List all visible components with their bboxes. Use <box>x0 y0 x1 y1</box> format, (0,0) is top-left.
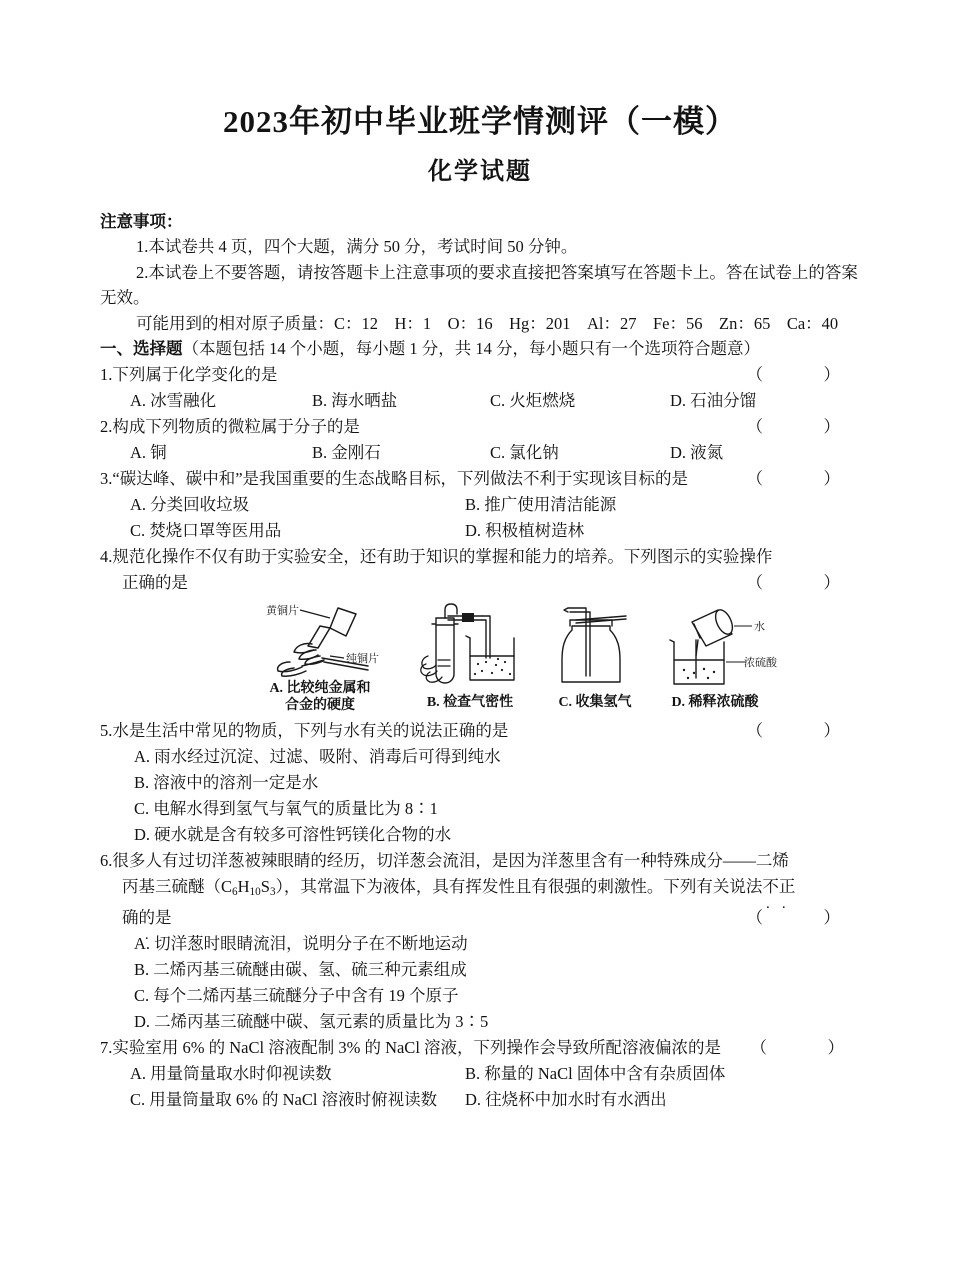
figure-a-caption <box>250 680 390 714</box>
figure-b-airtightness <box>400 600 540 711</box>
question-3-number: 3. <box>100 468 113 488</box>
question-4-stem-line2 <box>100 570 862 596</box>
question-6-formula-pre: 丙基三硫醚（C <box>122 876 233 896</box>
atomic-mass-line: 可能用到的相对原子质量：C：12 H：1 O：16 Hg：201 Al：27 Fe：56 Zn：65 Ca：40 <box>136 313 839 333</box>
figure-d-label-water: 水 <box>754 620 765 633</box>
option-c[interactable]: C. 用量筒量取 6% 的 NaCl 溶液时俯视读数 <box>130 1090 438 1110</box>
question-3-options-row1 <box>100 492 862 518</box>
question-6-text-part3: 确的是 <box>122 908 172 928</box>
formula-sub-hydrogen: 10 <box>249 886 261 899</box>
figure-c-caption: C. 收集氢气 <box>558 694 632 710</box>
option-a[interactable]: A. 分类回收垃圾 <box>130 494 250 514</box>
question-6-text-part1: 很多人有过切洋葱被辣眼睛的经历，切洋葱会流泪，是因为洋葱里含有一种特殊成分——二烯 <box>112 850 789 870</box>
formula-sub-sulfur: 3 <box>269 886 276 899</box>
dilute-acid-pouring-icon <box>640 600 790 692</box>
question-4-answer-bracket[interactable]: （ ） <box>746 572 862 592</box>
option-c[interactable]: C. 焚烧口罩等医用品 <box>130 520 282 540</box>
section-heading-label: 一、选择题 <box>100 339 183 359</box>
figure-b-caption: B. 检查气密性 <box>426 694 514 710</box>
question-6-emphasis: 不正 ·· <box>762 874 795 900</box>
notice-item-2: 2.本试卷上不要答题，请按答题卡上注意事项的要求直接把答案填写在答题卡上。答在试卷上的答案无效。 <box>100 262 858 308</box>
question-7-number: 7. <box>100 1038 113 1058</box>
subject-title: 化学试题 <box>428 159 532 186</box>
question-4-number: 4. <box>100 546 113 566</box>
figure-d-label-acid: 浓硫酸 <box>744 656 777 669</box>
hardness-scratch-icon <box>250 600 400 678</box>
question-1-text: 下列属于化学变化的是 <box>112 364 278 384</box>
option-d[interactable]: D. 往烧杯中加水时有水洒出 <box>465 1090 667 1110</box>
option-a[interactable]: A. 铜 <box>130 442 167 462</box>
question-3-text: “碳达峰、碳中和”是我国重要的生态战略目标，下列做法不利于实现该目标的是 <box>112 468 689 488</box>
question-5-number: 5. <box>100 720 113 740</box>
question-3-stem <box>100 466 862 492</box>
option-d[interactable]: D. 二烯丙基三硫醚中碳、氢元素的质量比为 3∶5 <box>134 1012 489 1032</box>
question-7-options-row2 <box>100 1087 862 1113</box>
option-d[interactable]: D. 硬水就是含有较多可溶性钙镁化合物的水 <box>134 824 452 844</box>
option-d[interactable]: D. 液氮 <box>670 442 724 462</box>
option-b[interactable]: B. 溶液中的溶剂一定是水 <box>134 772 319 792</box>
notice-item-1: 1.本试卷共 4 页，四个大题，满分 50 分，考试时间 50 分钟。 <box>136 237 578 257</box>
figure-a-hardness <box>250 600 400 714</box>
question-2-stem <box>100 414 862 440</box>
question-4-figures <box>100 600 862 718</box>
figure-a-caption-line1: A. 比较纯金属和 <box>269 680 371 696</box>
question-1-stem <box>100 362 862 388</box>
figure-a-label-copper: 纯铜片 <box>346 652 379 665</box>
option-c[interactable]: C. 每个二烯丙基三硫醚分子中含有 19 个原子 <box>134 986 459 1006</box>
option-c[interactable]: C. 氯化钠 <box>490 442 559 462</box>
question-2-text: 构成下列物质的微粒属于分子的是 <box>112 416 360 436</box>
question-5-stem <box>100 718 862 744</box>
question-4-text-line2: 正确的是 <box>122 572 188 592</box>
option-c[interactable]: C. 火炬燃烧 <box>490 390 576 410</box>
question-6-number: 6. <box>100 850 113 870</box>
question-4-text-line1: 规范化操作不仅有助于实验安全，还有助于知识的掌握和能力的培养。下列图示的实验操作 <box>112 546 773 566</box>
option-a[interactable]: A. 用量筒量取水时仰视读数 <box>130 1064 332 1084</box>
formula-element-s: S <box>260 876 270 896</box>
option-a[interactable]: A. 雨水经过沉淀、过滤、吸附、消毒后可得到纯水 <box>134 746 501 766</box>
option-b[interactable]: B. 二烯丙基三硫醚由碳、氢、硫三种元素组成 <box>134 960 467 980</box>
figure-d-caption: D. 稀释浓硫酸 <box>671 694 759 710</box>
question-2-number: 2. <box>100 416 113 436</box>
option-b[interactable]: B. 海水晒盐 <box>312 390 398 410</box>
formula-sub-carbon: 6 <box>232 886 238 899</box>
question-6-stem-line2 <box>100 874 862 905</box>
option-a[interactable]: A. 切洋葱时眼睛流泪，说明分子在不断地运动 <box>134 934 468 954</box>
formula-element-h: H <box>237 876 250 896</box>
question-1-options <box>100 388 862 414</box>
figure-d-dilute-acid <box>640 600 790 711</box>
question-3-answer-bracket[interactable]: （ ） <box>746 468 862 488</box>
question-2-answer-bracket[interactable]: （ ） <box>746 416 862 436</box>
question-6-stem-line3 <box>100 905 862 931</box>
question-7-text: 实验室用 6% 的 NaCl 溶液配制 3% 的 NaCl 溶液，下列操作会导致所配溶液偏浓的是 <box>112 1038 722 1058</box>
gas-collection-bottle-icon <box>540 600 650 692</box>
option-b[interactable]: B. 称量的 NaCl 固体中含有杂质固体 <box>465 1064 726 1084</box>
page-title: 2023年初中毕业班学情测评（一模） <box>223 104 737 139</box>
paper-content <box>0 209 960 1113</box>
figure-a-label-brass: 黄铜片 <box>266 604 299 617</box>
section-heading-note: （本题包括 14 个小题，每小题 1 分，共 14 分，每小题只有一个选项符合题意） <box>182 339 760 359</box>
question-7-answer-bracket[interactable]: （ ） <box>750 1038 866 1058</box>
question-2-options <box>100 440 862 466</box>
notice-heading: 注意事项： <box>100 211 183 231</box>
question-6-text-part2: ），其常温下为液体，具有挥发性且有很强的刺激性。下列有关说法 <box>275 876 763 896</box>
option-b[interactable]: B. 金刚石 <box>312 442 381 462</box>
question-7-stem <box>100 1035 866 1061</box>
option-c[interactable]: C. 电解水得到氢气与氧气的质量比为 8∶1 <box>134 798 438 818</box>
question-5-answer-bracket[interactable]: （ ） <box>746 720 862 740</box>
option-d[interactable]: D. 石油分馏 <box>670 390 757 410</box>
question-4-stem-line1 <box>100 544 862 570</box>
figure-a-caption-line2: 合金的硬度 <box>285 697 355 713</box>
question-6-stem-line1 <box>100 848 862 874</box>
option-d[interactable]: D. 积极植树造林 <box>465 520 585 540</box>
question-1-number: 1. <box>100 364 113 384</box>
option-b[interactable]: B. 推广使用清洁能源 <box>465 494 617 514</box>
question-1-answer-bracket[interactable]: （ ） <box>746 364 862 384</box>
airtightness-apparatus-icon <box>410 600 530 692</box>
question-7-options-row1 <box>100 1061 862 1087</box>
question-3-options-row2 <box>100 518 862 544</box>
question-6-answer-bracket[interactable]: （ ） <box>746 908 862 928</box>
option-a[interactable]: A. 冰雪融化 <box>130 390 217 410</box>
question-5-text: 水是生活中常见的物质，下列与水有关的说法正确的是 <box>112 720 509 740</box>
section-heading <box>100 336 862 362</box>
